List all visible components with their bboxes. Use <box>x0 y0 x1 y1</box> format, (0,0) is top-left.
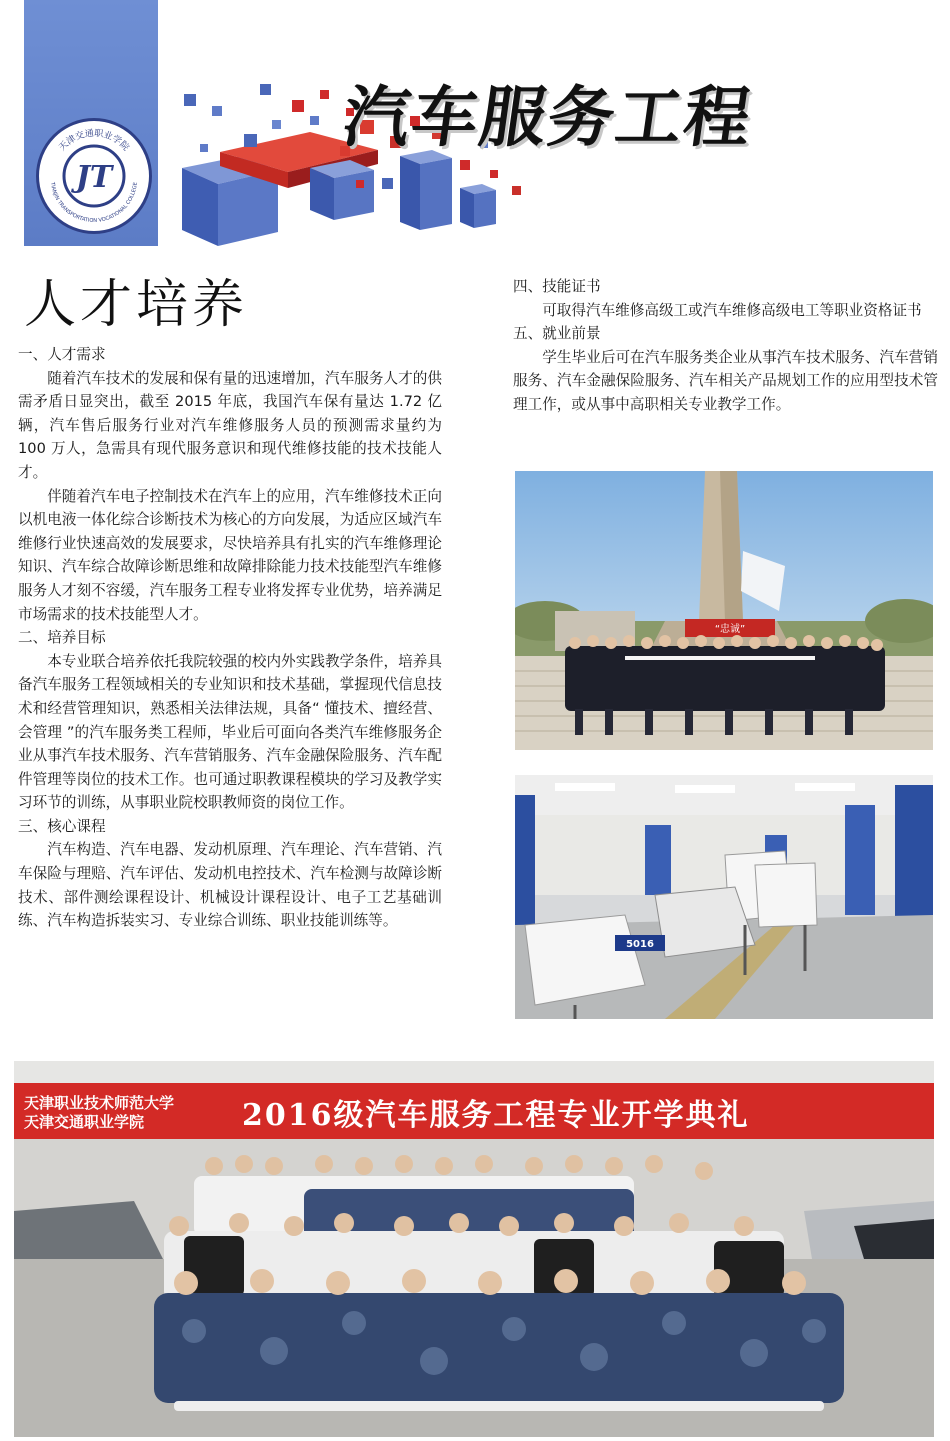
right-text-column <box>513 275 938 417</box>
cube-blue-center <box>310 160 374 220</box>
photo-opening-ceremony <box>14 1061 934 1437</box>
section-heading: 人才培养 <box>24 275 249 335</box>
section-4-heading: 四、技能证书 <box>513 278 601 295</box>
workshop-sign-text: 5016 <box>626 939 654 950</box>
section-2-paragraph: 本专业联合培养依托我院较强的校内外实践教学条件，培养具备汽车服务工程领域相关的专业知识和技术基础，掌握现代信息技术和经营管理知识，熟悉相关法律法规，具备“ 懂技术、擅经营、会管理 ”的汽车服务类工程师，毕业后可面向各类汽车维修服务企业从事汽车技术服务、汽车营销服务、汽车金融保险服务、汽车配件管理等岗位的技术工作。也可通过职教课程模块的学习及教学实习环节的训练，从事职业院校职教师资的岗位工作。 <box>18 652 442 812</box>
section-5-heading: 五、就业前景 <box>513 325 601 343</box>
cube-blue-right <box>400 150 452 230</box>
section-2-heading: 二、培养目标 <box>18 629 106 647</box>
section-1-paragraph-2: 伴随着汽车电子控制技术在汽车上的应用，汽车维修技术正向以机电液一体化综合诊断技术为核心的方向发展，为适应区域汽车维修行业快速高效的发展要求，尽快培养具有扎实的汽车维修理论知识、汽车综合故障诊断思维和故障排除能力技术技能型汽车维修服务人才刻不容缓，汽车服务工程专业将发挥专业优势，培养满足市场需求的技术技能型人才。 <box>18 487 442 623</box>
photo-monument-group <box>515 471 933 750</box>
college-emblem-icon <box>39 121 149 231</box>
left-text-column <box>18 343 442 933</box>
section-1-paragraph-1: 随着汽车技术的发展和保有量的迅速增加，汽车服务人才的供需矛盾日显突出，截至 2015 年底，我国汽车保有量达 1.72 亿辆，汽车售后服务行业对汽车维修服务人员的预测需求量约为 100 万人，急需具有现代服务意识和现代维修技能的技术技能人才。 <box>18 369 442 481</box>
section-5-paragraph: 学生毕业后可在汽车服务类企业从事汽车技术服务、汽车营销服务、汽车金融保险服务、汽车相关产品规划工作的应用型技术管理工作，或从事中高职相关专业教学工作。 <box>513 348 938 413</box>
photo-workshop <box>515 775 933 1019</box>
section-3-paragraph: 汽车构造、汽车电器、发动机原理、汽车理论、汽车营销、汽车保险与理赔、汽车评估、发动机电控技术、汽车检测与故障诊断技术、部件测绘课程设计、机械设计课程设计、电子工艺基础训练、汽车构造拆装实习、专业综合训练、职业技能训练等。 <box>18 841 442 930</box>
banner-left-line-2: 天津交通职业学院 <box>24 1113 145 1131</box>
logo-top-text: 天津交通职业学院 <box>57 128 131 154</box>
logo-bottom-text: TIANJIN TRANSPORTATION VOCATIONAL COLLEGE <box>49 181 139 225</box>
section-1-heading: 一、人才需求 <box>18 346 106 363</box>
college-logo <box>36 118 152 234</box>
cube-blue-small-right <box>460 184 496 228</box>
section-3-heading: 三、核心课程 <box>18 817 106 835</box>
page-title: 汽车服务工程 <box>338 79 758 156</box>
section-4-paragraph: 可取得汽车维修高级工或汽车维修高级电工等职业资格证书 <box>542 301 922 319</box>
logo-emblem-letters: JT <box>75 160 113 195</box>
banner-left-line-1: 天津职业技术师范大学 <box>24 1094 175 1112</box>
monument-banner-text: “忠诚” <box>714 624 746 635</box>
banner-main-text: 2016级汽车服务工程专业开学典礼 <box>242 1098 750 1133</box>
